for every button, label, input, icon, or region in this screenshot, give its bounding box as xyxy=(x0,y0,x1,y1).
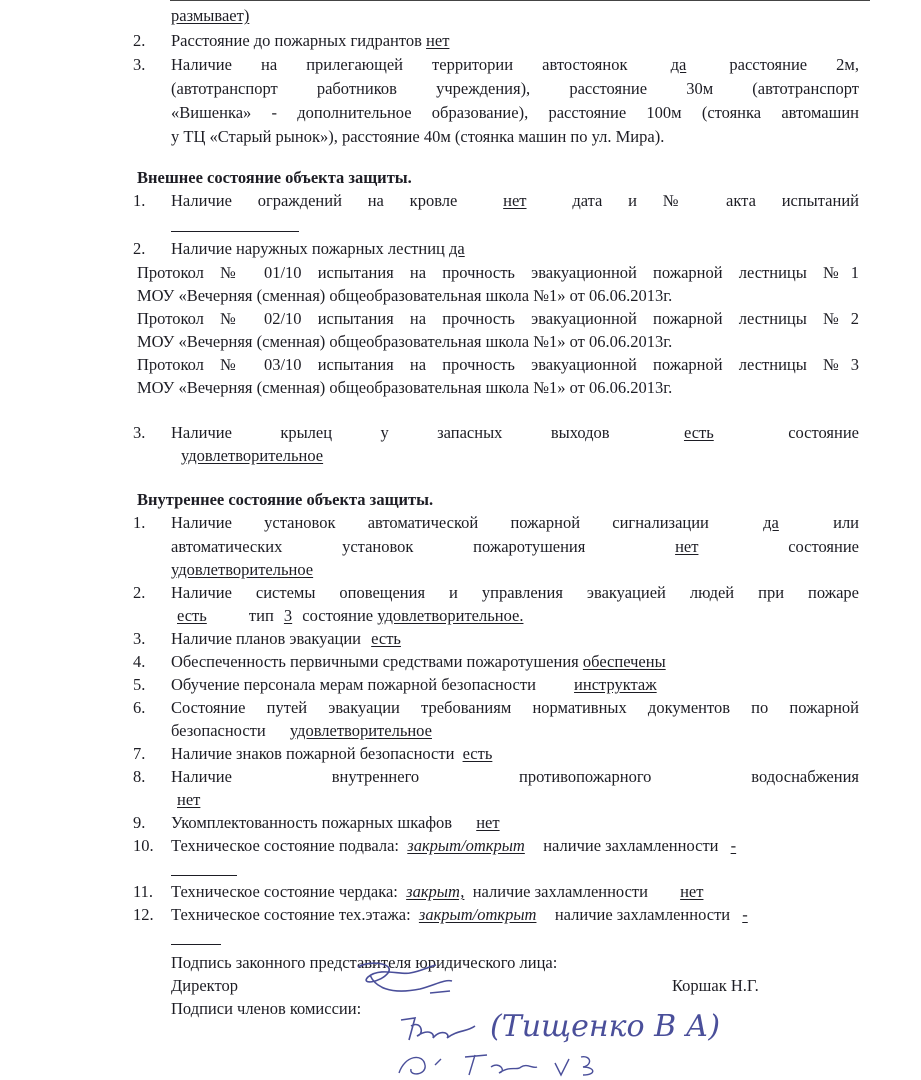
item-text: Наличие внутреннего противопожарного водоснабжения xyxy=(171,767,859,786)
item-number: 4. xyxy=(133,652,146,671)
item-text: Наличие знаков пожарной безопасности xyxy=(171,744,455,763)
item-number: 7. xyxy=(133,744,146,763)
protocol-line: МОУ «Вечерняя (сменная) общеобразовательная школа №1» от 06.06.2013г. xyxy=(137,378,673,397)
item-text: наличие захламленности xyxy=(543,836,719,855)
item-text: Наличие установок автоматической пожарной сигнализации xyxy=(171,513,709,532)
list-item xyxy=(133,513,860,533)
item-text: наличие захламленности xyxy=(472,882,648,901)
protocol-line: МОУ «Вечерняя (сменная) общеобразовательная школа №1» от 06.06.2013г. xyxy=(137,286,673,305)
item-value: да xyxy=(763,513,779,532)
protocol-line: Протокол № 02/10 испытания на прочность эвакуационной пожарной лестницы №2 xyxy=(137,309,859,328)
item-text: Обучение персонала мерам пожарной безопасности xyxy=(171,675,536,694)
list-item xyxy=(133,239,859,259)
continued-text xyxy=(171,6,893,26)
item-number: 5. xyxy=(133,675,146,694)
item-value: удовлетворительное. xyxy=(377,606,524,625)
item-value: нет xyxy=(503,191,527,210)
protocol-line: МОУ «Вечерняя (сменная) общеобразовательная школа №1» от 06.06.2013г. xyxy=(137,332,673,351)
item-number: 2. xyxy=(133,583,146,602)
item-text: Наличие наружных пожарных лестниц xyxy=(171,239,445,258)
item-value: есть xyxy=(177,606,207,625)
item-text: Наличие системы оповещения и управления эвакуацией людей при пожаре xyxy=(171,583,859,602)
list-item xyxy=(133,905,859,925)
item-value: удовлетворительное xyxy=(171,560,314,579)
protocol-line: Протокол № 03/10 испытания на прочность эвакуационной пожарной лестницы №3 xyxy=(137,355,859,374)
item-value: да xyxy=(670,55,687,74)
member-signature-image-2 xyxy=(395,1045,625,1080)
item-value: да xyxy=(449,239,465,258)
item-value: есть xyxy=(371,629,401,648)
item-text: Техническое состояние подвала: xyxy=(171,836,400,855)
item-text: состояние xyxy=(788,423,859,442)
list-item xyxy=(133,675,859,695)
item-value: удовлетворительное xyxy=(289,721,432,740)
item-value: нет xyxy=(177,790,201,809)
item-number: 1. xyxy=(133,513,146,532)
item-text: Расстояние до пожарных гидрантов xyxy=(171,31,427,50)
item-number: 10. xyxy=(133,836,154,855)
item-text: автоматических установок пожаротушения xyxy=(171,537,586,556)
item-text: состояние xyxy=(788,537,859,556)
blank-line xyxy=(171,859,893,881)
protocol-line: Протокол № 01/10 испытания на прочность эвакуационной пожарной лестницы №1 xyxy=(137,263,859,282)
item-continuation xyxy=(171,560,893,580)
list-item xyxy=(133,55,860,75)
item-number: 1. xyxy=(133,191,146,210)
item-line xyxy=(137,537,859,557)
item-text: Наличие планов эвакуации xyxy=(171,629,362,648)
item-value: нет xyxy=(680,882,704,901)
item-number: 3. xyxy=(133,629,146,648)
item-text: Укомплектованность пожарных шкафов xyxy=(171,813,453,832)
item-value: инструктаж xyxy=(574,675,657,694)
item-value: закрыт, xyxy=(406,882,465,901)
item-value: закрыт/открыт xyxy=(418,905,537,924)
list-item xyxy=(133,744,859,764)
item-text: расстояние 2м, xyxy=(729,55,860,74)
item-text-line: «Вишенка» - дополнительное образование), расстояние 100м (стоянка автомашин xyxy=(171,103,859,122)
item-number: 8. xyxy=(133,767,146,786)
item-value: обеспечены xyxy=(582,652,666,671)
item-value: закрыт/открыт xyxy=(407,836,525,855)
item-text: Состояние путей эвакуации требованиям нормативных документов по пожарной xyxy=(171,698,859,717)
list-item xyxy=(133,629,859,649)
item-value: - xyxy=(742,905,748,924)
item-number: 11. xyxy=(133,882,154,901)
item-text: наличие захламленности xyxy=(554,905,731,924)
director-signature-image xyxy=(340,955,470,1005)
item-continuation xyxy=(171,790,893,810)
list-item xyxy=(133,767,859,787)
director-role: Директор xyxy=(171,976,238,995)
item-text: состояние xyxy=(302,606,374,625)
item-text: Техническое состояние тех.этажа: xyxy=(171,905,411,924)
item-number: 12. xyxy=(133,905,154,924)
item-number: 3. xyxy=(133,55,146,74)
item-value: нет xyxy=(426,31,450,50)
list-item xyxy=(133,836,859,856)
item-number: 2. xyxy=(133,239,146,258)
item-value: 3 xyxy=(283,606,293,625)
item-number: 9. xyxy=(133,813,146,832)
item-number: 2. xyxy=(133,31,146,50)
list-item xyxy=(133,882,859,902)
item-text: тип xyxy=(248,606,274,625)
commission-signatures-label: Подписи членов комиссии: xyxy=(171,999,362,1018)
item-text-line: у ТЦ «Старый рынок»), расстояние 40м (стоянка машин по ул. Мира). xyxy=(171,127,665,146)
list-item xyxy=(133,652,859,672)
item-number: 6. xyxy=(133,698,146,717)
item-text-line: (автотранспорт работников учреждения), расстояние 30м (автотранспорт xyxy=(171,79,859,98)
member-handwritten-name: (Тищенко В А) xyxy=(490,1009,721,1044)
item-number: 3. xyxy=(133,423,146,442)
list-item xyxy=(133,583,859,603)
item-value: удовлетворительное xyxy=(181,446,324,465)
item-value: есть xyxy=(683,423,714,442)
item-value: есть xyxy=(462,744,493,763)
list-item xyxy=(133,423,859,443)
director-name: Коршак Н.Г. xyxy=(672,976,759,995)
list-item xyxy=(133,698,859,718)
item-text: Техническое состояние чердака: xyxy=(171,882,398,901)
item-text: Наличие крылец у запасных выходов xyxy=(171,423,610,442)
representative-signature-label: Подпись законного представителя юридического лица: xyxy=(171,953,558,972)
item-value: - xyxy=(730,836,737,855)
item-text: Наличие ограждений на кровле xyxy=(171,191,458,210)
item-text: дата и № акта испытаний xyxy=(572,191,859,210)
item-text: Наличие на прилегающей территории автостоянок xyxy=(171,55,628,74)
list-item xyxy=(133,31,859,51)
item-continuation xyxy=(171,446,893,466)
section-heading-internal: Внутреннее состояние объекта защиты. xyxy=(137,490,434,509)
item-value: нет xyxy=(675,537,699,556)
member-signature-image-1 xyxy=(395,1008,485,1048)
item-text: или xyxy=(833,513,860,532)
continued-fragment: размывает) xyxy=(171,6,250,25)
item-text: безопасности xyxy=(171,721,266,740)
item-value: нет xyxy=(476,813,500,832)
list-item xyxy=(133,813,859,833)
item-text: Обеспеченность первичными средствами пожаротушения xyxy=(171,652,579,671)
cut-off-top-line xyxy=(170,0,870,2)
list-item xyxy=(133,191,859,211)
blank-line xyxy=(171,215,893,237)
item-continuation xyxy=(171,721,893,741)
blank-line xyxy=(171,928,893,950)
item-continuation xyxy=(171,606,893,626)
section-heading-external: Внешнее состояние объекта защиты. xyxy=(137,168,412,187)
